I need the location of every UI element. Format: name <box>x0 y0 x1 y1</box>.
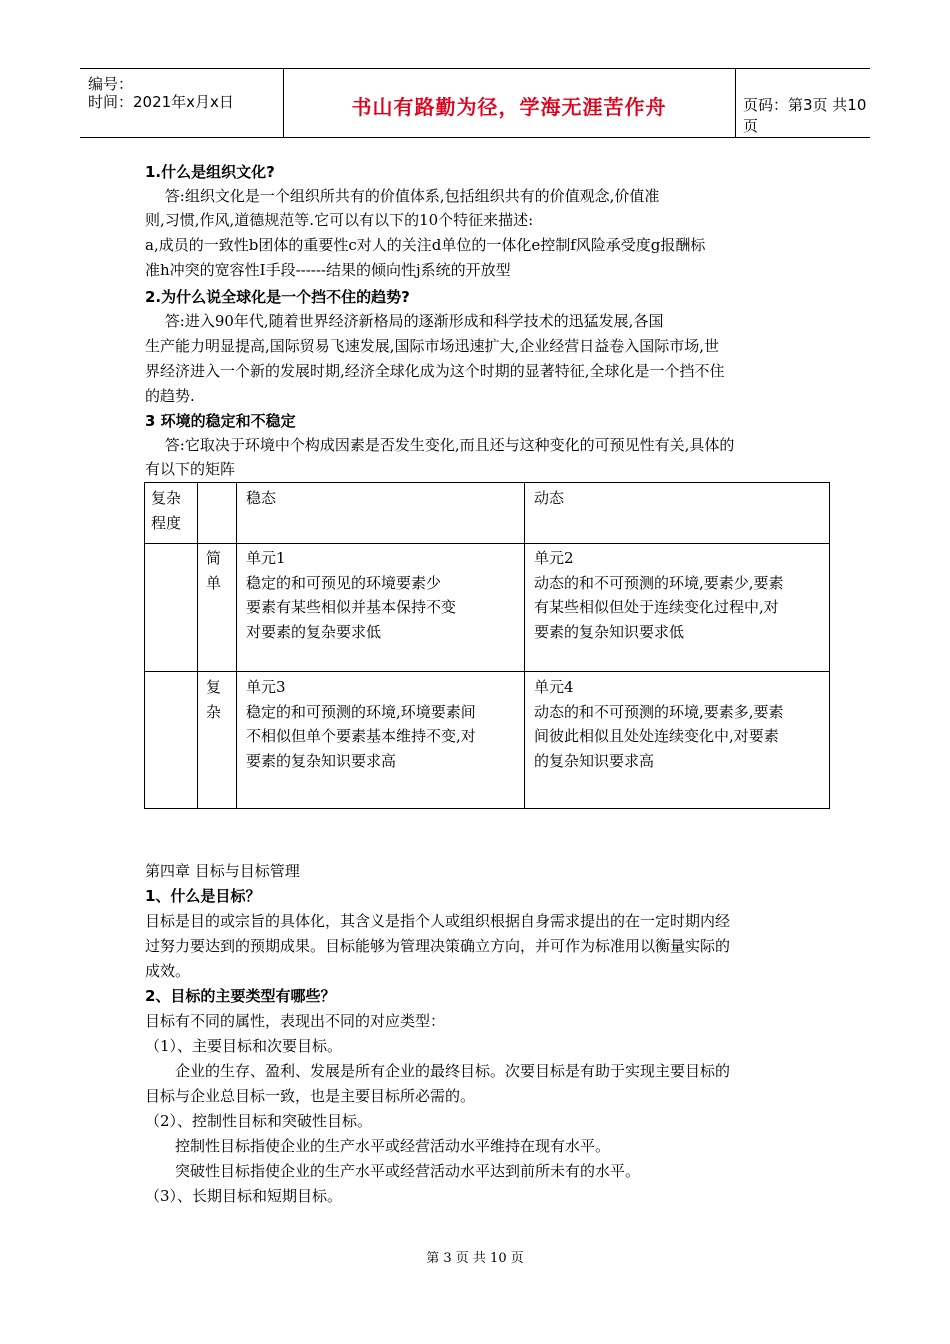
answer-line: 准h冲突的宽容性I手段------结果的倾向性j系统的开放型 <box>145 261 511 279</box>
date-label: 时间：2021年x月x日 <box>88 93 234 111</box>
answer-line: 生产能力明显提高,国际贸易飞速发展,国际市场迅速扩大,企业经营日益卷入国际市场,世 <box>145 337 720 355</box>
chapter-title: 第四章 目标与目标管理 <box>145 862 300 880</box>
answer-line: 有以下的矩阵 <box>145 460 236 478</box>
matrix-cell-1: 单元1 稳定的和可预见的环境要素少 要素有某些相似并基本保持不变 对要素的复杂要求低 <box>246 549 457 641</box>
answer-line: 答:组织文化是一个组织所共有的价值体系,包括组织共有的价值观念,价值准 <box>145 187 660 205</box>
chapter-answer-line: 控制性目标指使企业的生产水平或经营活动水平维持在现有水平。 <box>145 1137 611 1155</box>
answer-line: 界经济进入一个新的发展时期,经济全球化成为这个时期的显著特征,全球化是一个挡不住 <box>145 362 725 380</box>
chapter-answer-line: （1）、主要目标和次要目标。 <box>145 1037 343 1055</box>
serial-number-label: 编号： <box>88 75 134 93</box>
page-footer: 第 3 页 共 10 页 <box>426 1251 524 1266</box>
header-page-cell <box>735 69 870 137</box>
matrix-cell-2: 单元2 动态的和不可预测的环境,要素少,要素 有某些相似但处于连续变化过程中,对 要素的复杂知识要求低 <box>534 549 784 641</box>
chapter-answer-line: 突破性目标指使企业的生产水平或经营活动水平达到前所未有的水平。 <box>145 1162 641 1180</box>
answer-line: 则,习惯,作风,道德规范等.它可以有以下的10个特征来描述: <box>145 211 534 229</box>
column-header-dynamic: 动态 <box>534 489 565 507</box>
chapter-answer-line: 目标与企业总目标一致，也是主要目标所必需的。 <box>145 1087 476 1105</box>
chapter-answer-line: 目标有不同的属性，表现出不同的对应类型： <box>145 1012 446 1030</box>
answer-line: 答:进入90年代,随着世界经济新格局的逐渐形成和科学技术的迅猛发展,各国 <box>145 312 664 330</box>
chapter-question-2: 2、目标的主要类型有哪些？ <box>145 987 336 1005</box>
chapter-answer-line: 过努力要达到的预期成果。目标能够为管理决策确立方向，并可作为标准用以衡量实际的 <box>145 937 731 955</box>
chapter-answer-line: （3）、长期目标和短期目标。 <box>145 1187 343 1205</box>
question-3: 3 环境的稳定和不稳定 <box>145 412 296 430</box>
header-meta-cell <box>80 69 284 137</box>
chapter-answer-line: 成效。 <box>145 962 191 980</box>
column-header-stable: 稳态 <box>246 489 277 507</box>
matrix-cell-3: 单元3 稳定的和可预测的环境,环境要素间 不相似但单个要素基本维持不变,对 要素的复杂知识要求高 <box>246 678 476 770</box>
chapter-answer-line: 目标是目的或宗旨的具体化，其含义是指个人或组织根据自身需求提出的在一定时期内经 <box>145 912 731 930</box>
answer-line: a,成员的一致性b团体的重要性c对人的关注d单位的一体化e控制f风险承受度g报酬标 <box>145 236 706 254</box>
row-header-simple: 简 单 <box>206 549 222 592</box>
page-info: 页码：第3页 共10页 <box>743 96 867 135</box>
chapter-answer-line: 企业的生存、盈利、发展是所有企业的最终目标。次要目标是有助于实现主要目标的 <box>145 1062 731 1080</box>
motto-text: 书山有路勤为径，学海无涯苦作舟 <box>351 95 667 119</box>
corner-header: 复杂 程度 <box>151 489 182 532</box>
question-1: 1.什么是组织文化? <box>145 163 275 181</box>
question-2: 2.为什么说全球化是一个挡不住的趋势? <box>145 288 410 306</box>
matrix-cell-4: 单元4 动态的和不可预测的环境,要素多,要素 间彼此相似且处处连续变化中,对要素 的复杂知识要求高 <box>534 678 784 770</box>
row-header-complex: 复 杂 <box>206 678 222 721</box>
document-header <box>80 68 870 138</box>
chapter-answer-line: （2）、控制性目标和突破性目标。 <box>145 1112 373 1130</box>
answer-line: 的趋势. <box>145 387 195 405</box>
environment-matrix-table <box>144 482 830 809</box>
chapter-question-1: 1、什么是目标？ <box>145 887 261 905</box>
answer-line: 答:它取决于环境中个构成因素是否发生变化,而且还与这种变化的可预见性有关,具体的 <box>145 436 735 454</box>
header-motto-cell <box>283 69 736 137</box>
